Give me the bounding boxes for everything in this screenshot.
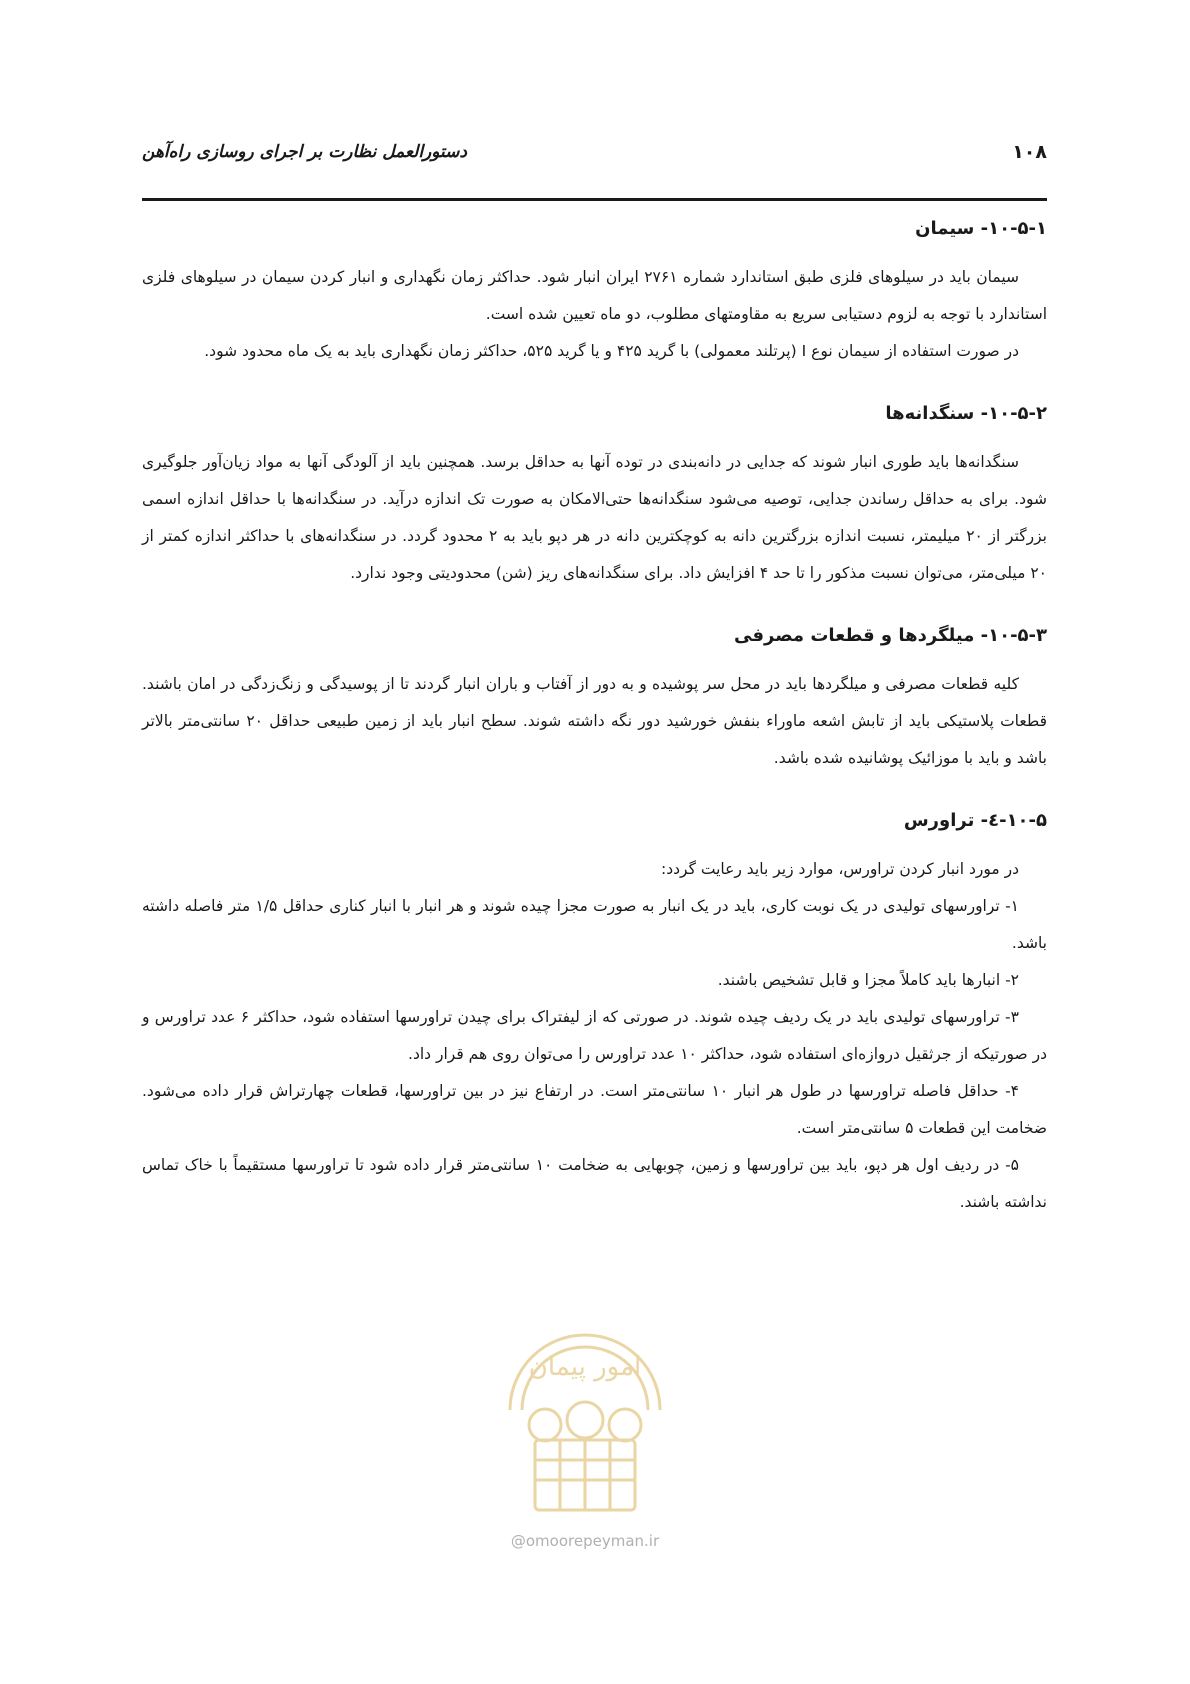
section-sleepers [142, 807, 1047, 1221]
section-heading: ۱۰-۵-۲- سنگدانه‌ها [885, 403, 1047, 424]
watermark-seal-icon [480, 1290, 690, 1520]
list-item: ۳- تراورسهای تولیدی باید در یک ردیف چیده شوند. در صورتی که از لیفتراک برای چیدن تراورسها استفاده شود، حداکثر ۶ عدد تراورس و در صورتیکه از جرثقیل دروازه‌ای استفاده شود، حداکثر ۱۰ عدد تراورس را می‌توان روی هم قرار داد. [142, 1008, 1047, 1063]
section-aggregates [142, 400, 1047, 592]
list-item: ۱- تراورسهای تولیدی در یک نوبت کاری، باید در یک انبار به صورت مجزا چیده شوند و هر انبار با انبار کناری حداقل ۱/۵ متر فاصله داشته باشد. [142, 897, 1047, 952]
paragraph: در صورت استفاده از سیمان نوع I (پرتلند معمولی) با گرید ۴۲۵ و یا گرید ۵۲۵، حداکثر زمان نگهداری باید به یک ماه محدود شود. [204, 342, 1019, 360]
section-heading: ۱۰-۵-۳- میلگردها و قطعات مصرفی [734, 625, 1047, 646]
running-title: دستورالعمل نظارت بر اجرای روسازی راه‌آهن [142, 142, 467, 162]
watermark-logo [480, 1290, 690, 1520]
document-body [142, 215, 1047, 1251]
watermark-logo-text: امور پیمان [528, 1352, 642, 1382]
section-rebars [142, 622, 1047, 777]
paragraph: کلیه قطعات مصرفی و میلگردها باید در محل سر پوشیده و به دور از آفتاب و باران انبار گردند تا از پوسیدگی و زنگ‌زدگی در امان باشند. قطعات پلاستیکی باید از تابش اشعه ماوراء بنفش خورشید دور نگه داشته شوند. سطح انبار باید از زمین طبیعی حداقل ۲۰ سانتی‌متر بالاتر باشد و باید با موزائیک پوشانیده شده باشد. [142, 675, 1048, 767]
paragraph: سیمان باید در سیلوهای فلزی طبق استاندارد شماره ۲۷۶۱ ایران انبار شود. حداکثر زمان نگهداری و انبار کردن سیمان در سیلوهای فلزی استاندارد با توجه به لزوم دستیابی سریع به مقاومتهای مطلوب، دو ماه تعیین شده است. [142, 268, 1047, 323]
list-item: ۴- حداقل فاصله تراورسها در طول هر انبار ۱۰ سانتی‌متر است. در ارتفاع نیز در بین تراورسها، قطعات چهارتراش قرار داده می‌شود. ضخامت این قطعات ۵ سانتی‌متر است. [142, 1082, 1047, 1137]
page-header [142, 130, 1047, 174]
section-heading: ۱۰-۵-٤- تراورس [903, 810, 1047, 831]
section-cement [142, 215, 1047, 370]
watermark-url: @omoorepeyman.ir [510, 1532, 660, 1550]
list-item: ۲- انبارها باید کاملاً مجزا و قابل تشخیص باشند. [717, 971, 1019, 989]
page-number: ۱۰۸ [1012, 141, 1047, 163]
paragraph: در مورد انبار کردن تراورس، موارد زیر باید رعایت گردد: [660, 860, 1019, 878]
header-divider [142, 198, 1047, 201]
section-heading: ۱۰-۵-۱- سیمان [915, 218, 1047, 239]
list-item: ۵- در ردیف اول هر دپو، باید بین تراورسها و زمین، چوبهایی به ضخامت ۱۰ سانتی‌متر قرار داده شود تا تراورسها مستقیماً با خاک تماس نداشته باشند. [142, 1156, 1047, 1211]
paragraph: سنگدانه‌ها باید طوری انبار شوند که جدایی در دانه‌بندی در توده آنها به حداقل برسد. همچنین باید از آلودگی آنها به مواد زیان‌آور جلوگیری شود. برای به حداقل رساندن جدایی، توصیه می‌شود سنگدانه‌ها حتی‌الامکان به صورت تک اندازه درآید. در سنگدانه‌ها با حداقل اندازه اسمی بزرگتر از ۲۰ میلیمتر، نسبت اندازه بزرگترین دانه به کوچکترین دانه در هر دپو باید به ۲ محدود گردد. در سنگدانه‌های با حداکثر اندازه کمتر از ۲۰ میلی‌متر، می‌توان نسبت مذکور را تا حد ۴ افزایش داد. برای سنگدانه‌های ریز (شن) محدودیتی وجود ندارد. [142, 453, 1047, 582]
